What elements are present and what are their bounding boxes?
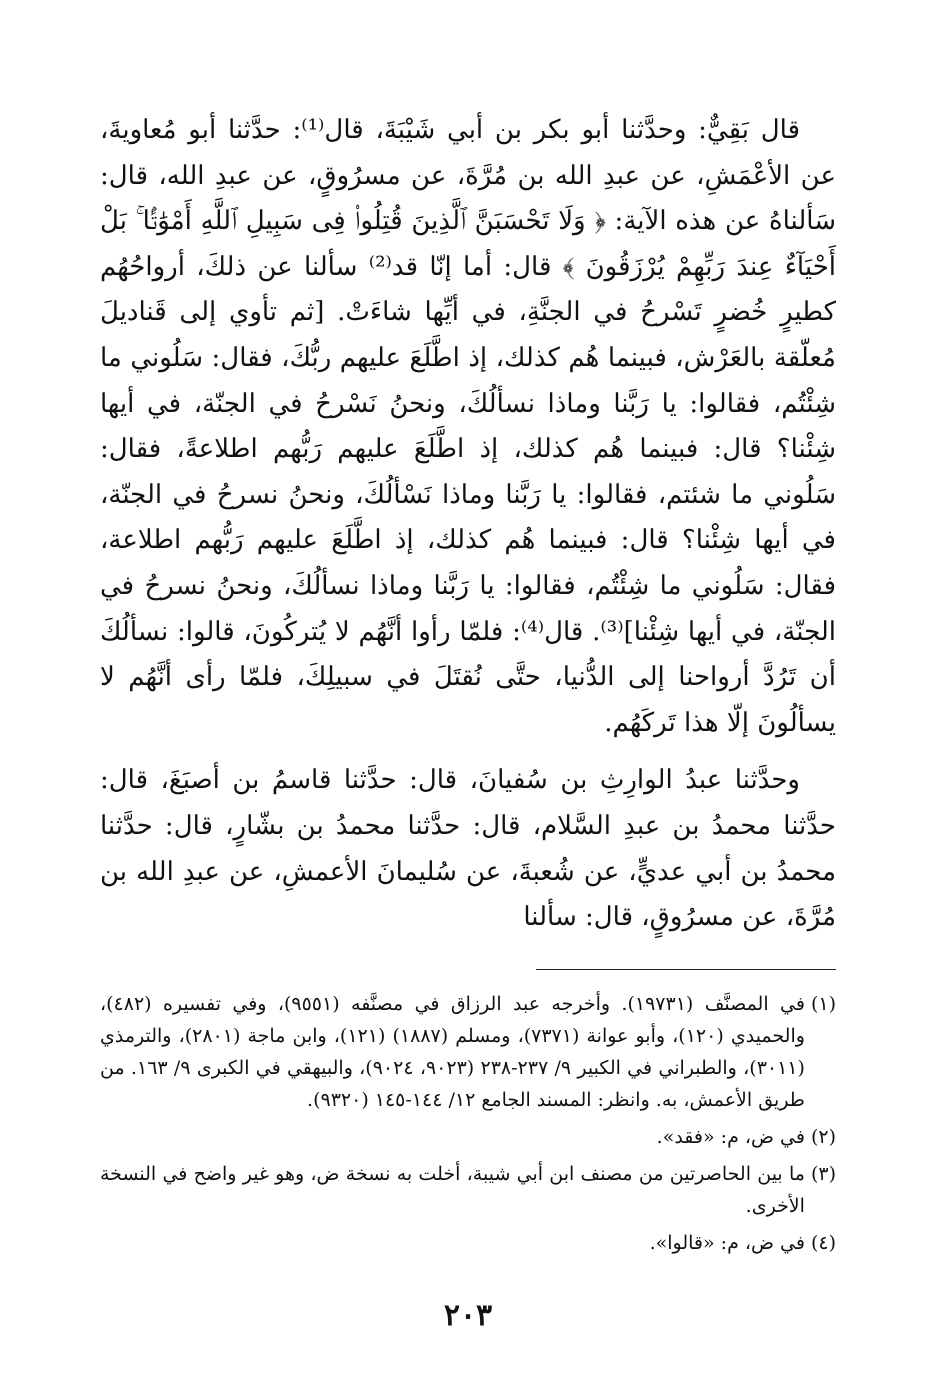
footnote-marker: (٣) bbox=[810, 1162, 836, 1185]
body-paragraph-1: قال بَقِيٌّ: وحدَّثنا أبو بكر بن أبي شَيْبَةَ، قال⁽¹⁾: حدَّثنا أبو مُعاويةَ، عن الأعْمَشِ، عن عبدِ الله بن مُرَّةَ، عن مسرُوقٍ، عن عبدِ الله، قال: سَألناهُ عن هذه الآية: ﴿ وَلَا تَحْسَبَنَّ ٱلَّذِينَ قُتِلُوا۟ فِى سَبِيلِ ٱللَّهِ أَمْوَٰتًۢا ۚ بَلْ أَحْيَآءٌ عِندَ رَبِّهِمْ يُرْزَقُونَ ﴾ قال: أما إنّا قد⁽²⁾ سألنا عن ذلكَ، أرواحُهُم كطيرٍ خُضرٍ تَسْرحُ في الجنَّةِ، في أيِّها شاءَتْ. [ثم تأوي إلى قَناديلَ مُعلّقة بالعَرْش، فبينما هُم كذلك، إذ اطَّلَعَ عليهم ربُّكَ، فقال: سَلُوني ما شِئْتُم، فقالوا: يا رَبَّنا وماذا نسألُكَ، ونحنُ نَسْرحُ في الجنّة، في أيها شِئْنا؟ قال: فبينما هُم كذلك، إذ اطَّلَعَ عليهم رَبُّهم اطلاعةً، فقال: سَلُوني ما شئتم، فقالوا: يا رَبَّنا وماذا نَسْألُكَ، ونحنُ نسرحُ في الجنّة، في أيها شِئْنا؟ قال: فبينما هُم كذلك، إذ اطَّلَعَ عليهم رَبُّهم اطلاعة، فقال: سَلُوني ما شِئْتُم، فقالوا: يا رَبَّنا وماذا نسألُكَ، ونحنُ نسرحُ في الجنّة، في أيها شِئْنا]⁽³⁾. قال⁽⁴⁾: فلمّا رأوا أنَّهُم لا يُتركُونَ، قالوا: نسألُكَ أن تَرُدَّ أرواحنا إلى الدُّنيا، حتَّى نُقتَلَ في سبيلِكَ، فلمّا رأى أنَّهُم لا يسألُونَ إلّا هذا تَركَهُم. bbox=[100, 115, 837, 738]
footnote-4 bbox=[100, 1227, 836, 1259]
footnote-2 bbox=[100, 1121, 836, 1153]
footnote-text: في المصنَّف (١٩٧٣١). وأخرجه عبد الرزاق في مصنَّفه (٩٥٥١)، وفي تفسيره (٤٨٢)، والحميدي (١٢٠)، وأبو عوانة (٧٣٧١)، ومسلم (١٨٨٧) (١٢١)، وابن ماجة (٢٨٠١)، والترمذي (٣٠١١)، والطبراني في الكبير ٩/ ٢٣٧-٢٣٨ (٩٠٢٣، ٩٠٢٤)، والبيهقي في الكبرى ٩/ ١٦٣. من طريق الأعمش، به. وانظر: المسند الجامع ١٢/ ١٤٤-١٤٥ (٩٣٢٠). bbox=[100, 992, 805, 1111]
footnote-1 bbox=[100, 988, 836, 1116]
page-number: ٢٠٣ bbox=[443, 1298, 493, 1333]
footnotes bbox=[100, 988, 836, 1259]
footnote-marker: (٢) bbox=[810, 1125, 836, 1148]
footnote-marker: (١) bbox=[810, 992, 836, 1015]
body-paragraph-2: وحدَّثنا عبدُ الوارِثِ بن سُفيانَ، قال: حدَّثنا قاسمُ بن أصبَغَ، قال: حدَّثنا محمدُ بن عبدِ السَّلام، قال: حدَّثنا محمدُ بن بشّارٍ، قال: حدَّثنا محمدُ بن أبي عديٍّ، عن شُعبةَ، عن سُليمانَ الأعمشِ، عن عبدِ الله بن مُرَّةَ، عن مسرُوقٍ، قال: سألنا bbox=[100, 765, 836, 933]
footnote-3 bbox=[100, 1158, 836, 1222]
footnote-marker: (٤) bbox=[810, 1231, 836, 1254]
page-content bbox=[100, 108, 836, 1264]
footnote-text: في ض، م: «قالوا». bbox=[649, 1231, 805, 1254]
footnote-text: ما بين الحاصرتين من مصنف ابن أبي شيبة، أخلت به نسخة ض، وهو غير واضح في النسخة الأخرى. bbox=[100, 1162, 805, 1217]
footnote-divider bbox=[536, 969, 836, 970]
footnote-text: في ض، م: «فقد». bbox=[656, 1125, 805, 1148]
